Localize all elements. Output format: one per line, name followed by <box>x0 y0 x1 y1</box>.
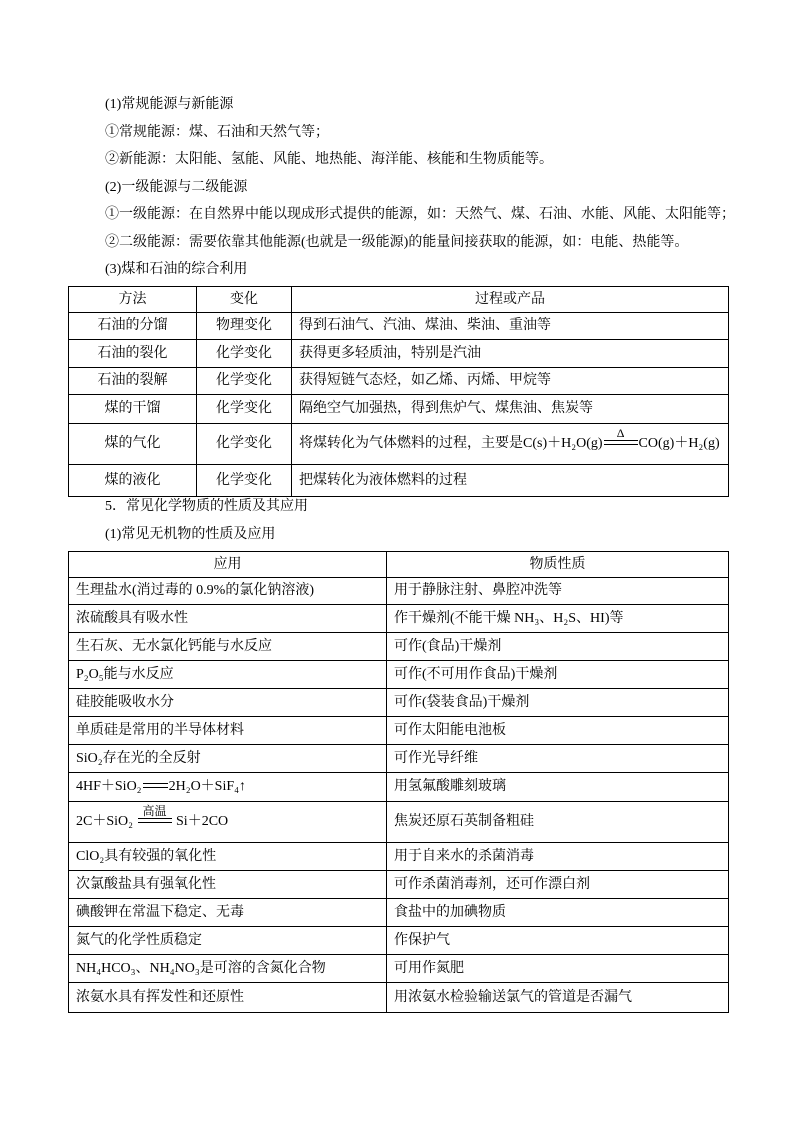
cell-process-product: 获得短链气态烃，如乙烯、丙烯、甲烷等 <box>292 368 729 395</box>
cell-change: 物理变化 <box>197 313 292 340</box>
cell-property: 食盐中的加碘物质 <box>387 899 729 927</box>
cell-application: ClO₂具有较强的氧化性 <box>69 843 387 871</box>
section-5 <box>105 493 308 548</box>
table-body <box>69 578 729 1013</box>
equation-condition: 高温 <box>142 804 167 819</box>
cell-process-product: 隔绝空气加强热，得到焦炉气、煤焦油、焦炭等 <box>292 395 729 424</box>
cell-change: 化学变化 <box>197 465 292 497</box>
subheading-inorganic-properties: (1)常见无机物的性质及应用 <box>105 526 276 542</box>
chemical-equation <box>76 779 246 794</box>
cell-property: 作保护气 <box>387 927 729 955</box>
cell-application: 硅胶能吸收水分 <box>69 689 387 717</box>
cell-application: P₂O₅能与水反应 <box>69 661 387 689</box>
table-row <box>69 465 729 497</box>
cell-application: 碘酸钾在常温下稳定、无毒 <box>69 899 387 927</box>
cell-property: 用于自来水的杀菌消毒 <box>387 843 729 871</box>
cell-application: 单质硅是常用的半导体材料 <box>69 717 387 745</box>
header-process-product: 过程或产品 <box>292 287 729 313</box>
equation-products: 2H₂O＋SiF₄↑ <box>168 779 247 794</box>
cell-application: 氮气的化学性质稳定 <box>69 927 387 955</box>
equation-reactants: C(s)＋H₂O(g) <box>523 436 603 451</box>
table-row <box>69 661 729 689</box>
cell-change: 化学变化 <box>197 368 292 395</box>
table-header-row <box>69 287 729 313</box>
item-conventional-energy: ①常规能源：煤、石油和天然气等； <box>105 124 329 140</box>
cell-process-product: 把煤转化为液体燃料的过程 <box>292 465 729 497</box>
header-property: 物质性质 <box>387 552 729 578</box>
equation-products: Si＋2CO <box>176 814 229 829</box>
cell-change: 化学变化 <box>197 424 292 465</box>
table-row <box>69 745 729 773</box>
cell-process-product <box>292 424 729 465</box>
item-secondary-energy: ②二级能源：需要依靠其他能源(也就是一级能源)的能量间接获取的能源，如：电能、热能等。 <box>105 234 689 250</box>
item-primary-energy: ①一级能源：在自然界中能以现成形式提供的能源，如：天然气、煤、石油、水能、风能、太阳能等； <box>105 207 735 222</box>
cell-method: 煤的干馏 <box>69 395 197 424</box>
cell-application: 浓硫酸具有吸水性 <box>69 605 387 633</box>
cell-property: 可作太阳能电池板 <box>387 717 729 745</box>
equation-double-line <box>143 783 168 788</box>
table-row <box>69 802 729 843</box>
coal-oil-utilization-table <box>68 286 729 497</box>
table-row <box>69 927 729 955</box>
cell-application: 次氯酸盐具有强氧化性 <box>69 871 387 899</box>
cell-process-product: 获得更多轻质油，特别是汽油 <box>292 340 729 368</box>
table-row <box>69 633 729 661</box>
header-application: 应用 <box>69 552 387 578</box>
section-title: 5．常见化学物质的性质及其应用 <box>105 499 308 514</box>
equation-double-line <box>604 426 638 445</box>
table-header-row <box>69 552 729 578</box>
table-row <box>69 773 729 802</box>
cell-property: 用氢氟酸雕刻玻璃 <box>387 773 729 802</box>
table-row <box>69 340 729 368</box>
equation-condition: Δ <box>616 426 625 441</box>
equation-double-line <box>138 804 172 823</box>
cell-property: 可作(袋装食品)干燥剂 <box>387 689 729 717</box>
cell-property: 作干燥剂(不能干燥 NH₃、H₂S、HI)等 <box>387 605 729 633</box>
subheading-conventional-new-energy: (1)常规能源与新能源 <box>105 97 234 112</box>
cell-property: 可作(食品)干燥剂 <box>387 633 729 661</box>
cell-application: 生理盐水(消过毒的 0.9%的氯化钠溶液) <box>69 578 387 605</box>
equation-reactants: 4HF＋SiO₂ <box>76 779 142 794</box>
cell-change: 化学变化 <box>197 340 292 368</box>
table-row <box>69 871 729 899</box>
chemical-equation <box>76 804 229 829</box>
table-row <box>69 717 729 745</box>
cell-property: 可用作氮肥 <box>387 955 729 983</box>
table-row <box>69 689 729 717</box>
table-body <box>69 313 729 497</box>
header-method: 方法 <box>69 287 197 313</box>
cell-application: 浓氨水具有挥发性和还原性 <box>69 983 387 1013</box>
energy-notes <box>105 91 735 284</box>
cell-property: 可作杀菌消毒剂，还可作漂白剂 <box>387 871 729 899</box>
equation-reactants: 2C＋SiO₂ <box>76 814 134 829</box>
chemical-equation <box>523 426 720 451</box>
cell-application: 生石灰、无水氯化钙能与水反应 <box>69 633 387 661</box>
cell-method: 石油的分馏 <box>69 313 197 340</box>
header-change: 变化 <box>197 287 292 313</box>
cell-application <box>69 802 387 843</box>
table-row <box>69 368 729 395</box>
cell-property: 可作光导纤维 <box>387 745 729 773</box>
table-row <box>69 899 729 927</box>
table-row <box>69 983 729 1013</box>
item-new-energy: ②新能源：太阳能、氢能、风能、地热能、海洋能、核能和生物质能等。 <box>105 152 553 167</box>
table-row <box>69 424 729 465</box>
table-header <box>69 552 729 578</box>
cell-property: 用于静脉注射、鼻腔冲洗等 <box>387 578 729 605</box>
table-row <box>69 955 729 983</box>
cell-property: 可作(不可用作食品)干燥剂 <box>387 661 729 689</box>
subheading-primary-secondary-energy: (2)一级能源与二级能源 <box>105 179 248 195</box>
cell-method: 煤的气化 <box>69 424 197 465</box>
cell-application: SiO₂存在光的全反射 <box>69 745 387 773</box>
table-row <box>69 313 729 340</box>
subheading-coal-oil-utilization: (3)煤和石油的综合利用 <box>105 262 248 277</box>
cell-property: 焦炭还原石英制备粗硅 <box>387 802 729 843</box>
table-row <box>69 395 729 424</box>
cell-method: 石油的裂化 <box>69 340 197 368</box>
cell-method: 石油的裂解 <box>69 368 197 395</box>
cell-method: 煤的液化 <box>69 465 197 497</box>
cell-text: 将煤转化为气体燃料的过程，主要是 <box>299 436 523 451</box>
table-row <box>69 605 729 633</box>
cell-application <box>69 773 387 802</box>
table-header <box>69 287 729 313</box>
table-row <box>69 578 729 605</box>
inorganic-properties-table <box>68 551 729 1013</box>
cell-property: 用浓氨水检验输送氯气的管道是否漏气 <box>387 983 729 1013</box>
cell-application: NH₄HCO₃、NH₄NO₃是可溶的含氮化合物 <box>69 955 387 983</box>
cell-change: 化学变化 <box>197 395 292 424</box>
equation-products: CO(g)＋H₂(g) <box>638 436 720 451</box>
table-row <box>69 843 729 871</box>
cell-process-product: 得到石油气、汽油、煤油、柴油、重油等 <box>292 313 729 340</box>
